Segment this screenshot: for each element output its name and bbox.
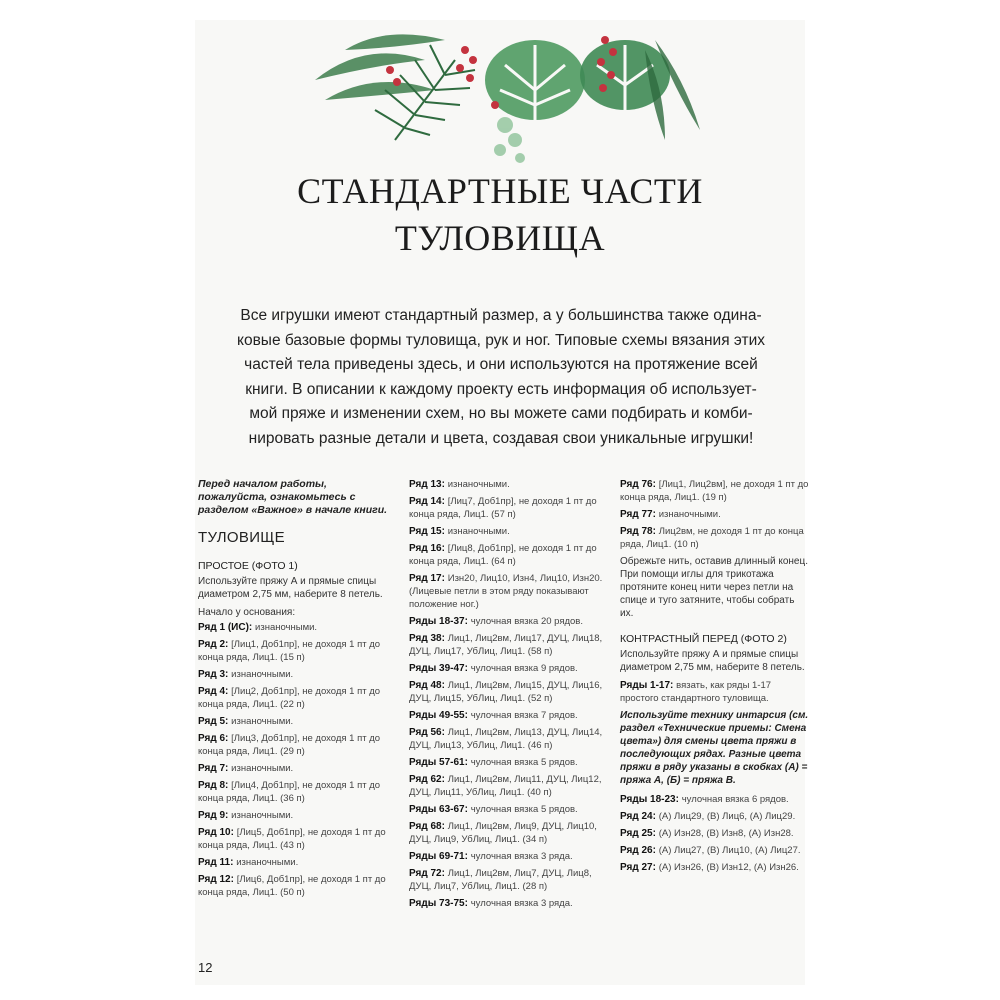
row-text: Изн20, Лиц10, Изн4, Лиц10, Изн20. (Лицевые петли в этом ряду показывают положение ног.) bbox=[409, 573, 603, 610]
row-instruction bbox=[409, 773, 605, 799]
row-instruction bbox=[198, 762, 388, 775]
row-instruction bbox=[198, 856, 388, 869]
row-text: Лиц1, Лиц2вм, Лиц7, ДУЦ, Лиц8, ДУЦ, Лиц7, УбЛиц, Лиц1. (28 п) bbox=[409, 868, 592, 892]
title-line: СТАНДАРТНЫЕ ЧАСТИ bbox=[297, 171, 703, 211]
row-label: Ряды 18-37: bbox=[409, 616, 468, 627]
row-instruction bbox=[409, 662, 605, 675]
row-text: изнаночными. bbox=[231, 716, 294, 727]
row-instruction bbox=[409, 572, 605, 611]
intro-paragraph bbox=[218, 304, 784, 451]
row-text: изнаночными. bbox=[236, 857, 299, 868]
row-label: Ряд 4: bbox=[198, 686, 229, 697]
row-instruction bbox=[409, 525, 605, 538]
botanical-illustration bbox=[305, 20, 705, 170]
row-label: Ряд 56: bbox=[409, 727, 445, 738]
row-instruction bbox=[620, 861, 810, 874]
monstera-leaf-center bbox=[485, 40, 585, 120]
row-text: [Лиц7, Доб1пр], не доходя 1 пт до конца ряда, Лиц1. (57 п) bbox=[409, 496, 597, 520]
row-label: Ряд 24: bbox=[620, 811, 656, 822]
row-label: Ряд 38: bbox=[409, 633, 445, 644]
row-instruction bbox=[620, 793, 810, 806]
row-text: (А) Лиц29, (В) Лиц6, (А) Лиц29. bbox=[658, 811, 796, 822]
row-instruction bbox=[198, 685, 388, 711]
column-3 bbox=[620, 478, 810, 878]
row-instruction bbox=[409, 495, 605, 521]
row-text: чулочная вязка 5 рядов. bbox=[470, 804, 578, 815]
row-text: вязать, как ряды 1-17 простого стандартного туловища. bbox=[620, 680, 772, 704]
row-instruction bbox=[409, 726, 605, 752]
row-label: Ряд 6: bbox=[198, 733, 229, 744]
page-title bbox=[195, 168, 805, 262]
paragraph: Используйте пряжу А и прямые спицы диаметром 2,75 мм, наберите 8 петель. bbox=[620, 649, 805, 673]
row-label: Ряд 11: bbox=[198, 857, 234, 868]
paragraph: Начало у основания: bbox=[198, 607, 296, 618]
row-text: [Лиц5, Доб1пр], не доходя 1 пт до конца ряда, Лиц1. (43 п) bbox=[198, 827, 386, 851]
row-list bbox=[620, 478, 810, 551]
intro-line: частей тела приведены здесь, и они используются на протяжение всей bbox=[244, 356, 758, 373]
eucalyptus-sprig bbox=[494, 117, 525, 163]
row-instruction bbox=[409, 478, 605, 491]
row-text: [Лиц4, Доб1пр], не доходя 1 пт до конца ряда, Лиц1. (36 п) bbox=[198, 780, 381, 804]
row-label: Ряд 25: bbox=[620, 828, 656, 839]
row-instruction bbox=[198, 638, 388, 664]
row-label: Ряды 18-23: bbox=[620, 794, 679, 805]
row-text: (А) Изн28, (В) Изн8, (А) Изн28. bbox=[658, 828, 794, 839]
row-label: Ряд 14: bbox=[409, 496, 445, 507]
row-label: Ряд 5: bbox=[198, 716, 229, 727]
row-label: Ряд 16: bbox=[409, 543, 445, 554]
row-text: [Лиц3, Доб1пр], не доходя 1 пт до конца ряда, Лиц1. (29 п) bbox=[198, 733, 381, 757]
intarsia-note: Используйте технику интарсия (см. раздел «Технические приемы: Смена цвета») для смены цвета пряжи в последующих рядах. Разные цвета пряжи в ряду указаны в скобках (А) = пряжа А, (Б) = пряжа В. bbox=[620, 710, 809, 786]
intro-note: Перед началом работы, пожалуйста, ознакомьтесь с разделом «Важное» в начале книги. bbox=[198, 478, 388, 516]
row-label: Ряд 12: bbox=[198, 874, 234, 885]
row-instruction bbox=[198, 826, 388, 852]
row-text: чулочная вязка 20 рядов. bbox=[470, 616, 583, 627]
row-text: чулочная вязка 5 рядов. bbox=[470, 757, 578, 768]
row-text: чулочная вязка 9 рядов. bbox=[470, 663, 578, 674]
row-instruction bbox=[620, 508, 810, 521]
row-label: Ряд 7: bbox=[198, 763, 229, 774]
section-heading: ТУЛОВИЩЕ bbox=[198, 529, 285, 546]
paragraph: Используйте пряжу А и прямые спицы диаметром 2,75 мм, наберите 8 петель. bbox=[198, 576, 383, 600]
row-instruction bbox=[409, 542, 605, 568]
row-text: (А) Лиц27, (В) Лиц10, (А) Лиц27. bbox=[658, 845, 801, 856]
column-2 bbox=[409, 478, 605, 914]
row-text: [Лиц6, Доб1пр], не доходя 1 пт до конца ряда, Лиц1. (50 п) bbox=[198, 874, 386, 898]
row-label: Ряд 27: bbox=[620, 862, 656, 873]
row-text: [Лиц8, Доб1пр], не доходя 1 пт до конца ряда, Лиц1. (64 п) bbox=[409, 543, 597, 567]
row-label: Ряд 76: bbox=[620, 479, 656, 490]
row-text: изнаночными. bbox=[231, 763, 294, 774]
row-label: Ряды 49-55: bbox=[409, 710, 468, 721]
row-label: Ряды 39-47: bbox=[409, 663, 468, 674]
row-instruction bbox=[620, 810, 810, 823]
row-text: изнаночными. bbox=[447, 526, 510, 537]
row-instruction bbox=[409, 803, 605, 816]
row-instruction bbox=[409, 867, 605, 893]
intro-line: книги. В описании к каждому проекту есть информация об использует- bbox=[245, 380, 757, 398]
row-instruction bbox=[620, 827, 810, 840]
row-text: изнаночными. bbox=[231, 810, 294, 821]
row-instruction bbox=[409, 679, 605, 705]
row-instruction bbox=[409, 850, 605, 863]
row-text: Лиц2вм, не доходя 1 пт до конца ряда, Лиц1. (10 п) bbox=[620, 526, 804, 550]
row-instruction bbox=[620, 478, 810, 504]
intro-line: Все игрушки имеют стандартный размер, а у большинства также одина- bbox=[240, 307, 762, 324]
row-list bbox=[409, 478, 605, 910]
row-text: изнаночными. bbox=[231, 669, 294, 680]
row-label: Ряд 78: bbox=[620, 526, 656, 537]
row-instruction bbox=[409, 615, 605, 628]
row-instruction bbox=[620, 844, 810, 857]
row-instruction bbox=[409, 709, 605, 722]
row-instruction bbox=[198, 809, 388, 822]
row-label: Ряды 63-67: bbox=[409, 804, 468, 815]
row-label: Ряд 9: bbox=[198, 810, 229, 821]
row-instruction bbox=[198, 779, 388, 805]
row-text: Лиц1, Лиц2вм, Лиц17, ДУЦ, Лиц18, ДУЦ, Лиц17, УбЛиц, Лиц1. (58 п) bbox=[409, 633, 603, 657]
row-label: Ряд 13: bbox=[409, 479, 445, 490]
row-label: Ряды 1-17: bbox=[620, 680, 674, 691]
row-instruction bbox=[409, 820, 605, 846]
row-label: Ряд 8: bbox=[198, 780, 229, 791]
row-label: Ряд 68: bbox=[409, 821, 445, 832]
column-1 bbox=[198, 478, 388, 903]
subsection-heading: ПРОСТОЕ (ФОТО 1) bbox=[198, 560, 298, 572]
row-text: изнаночными. bbox=[658, 509, 721, 520]
row-list bbox=[198, 621, 388, 899]
row-text: [Лиц2, Доб1пр], не доходя 1 пт до конца ряда, Лиц1. (22 п) bbox=[198, 686, 381, 710]
row-text: чулочная вязка 7 рядов. bbox=[470, 710, 578, 721]
row-text: Лиц1, Лиц2вм, Лиц15, ДУЦ, Лиц16, ДУЦ, Лиц15, УбЛиц, Лиц1. (52 п) bbox=[409, 680, 603, 704]
row-label: Ряд 77: bbox=[620, 509, 656, 520]
row-instruction bbox=[409, 632, 605, 658]
row-instruction bbox=[198, 668, 388, 681]
row-instruction bbox=[198, 732, 388, 758]
row-label: Ряд 72: bbox=[409, 868, 445, 879]
title-line: ТУЛОВИЩА bbox=[394, 218, 606, 258]
intro-line: мой пряже и изменении схем, но вы можете сами подбирать и комби- bbox=[249, 405, 753, 422]
row-label: Ряд 15: bbox=[409, 526, 445, 537]
row-text: Лиц1, Лиц2вм, Лиц9, ДУЦ, Лиц10, ДУЦ, Лиц9, УбЛиц, Лиц1. (34 п) bbox=[409, 821, 597, 845]
subsection-heading: КОНТРАСТНЫЙ ПЕРЕД (ФОТО 2) bbox=[620, 633, 787, 645]
row-text: [Лиц1, Лиц2вм], не доходя 1 пт до конца ряда, Лиц1. (19 п) bbox=[620, 479, 809, 503]
row-instruction bbox=[409, 897, 605, 910]
intro-line: нировать разные детали и цвета, создавая свои уникальные игрушки! bbox=[248, 429, 754, 447]
row-label: Ряды 69-71: bbox=[409, 851, 468, 862]
row-label: Ряды 73-75: bbox=[409, 898, 468, 909]
paragraph: Обрежьте нить, оставив длинный конец. При помощи иглы для трикотажа протяните конец нити через петли на спице и туго затяните, чтобы собрать их. bbox=[620, 556, 808, 619]
row-text: изнаночными. bbox=[255, 622, 318, 633]
row-text: изнаночными. bbox=[447, 479, 510, 490]
row-label: Ряд 48: bbox=[409, 680, 445, 691]
row-text: Лиц1, Лиц2вм, Лиц13, ДУЦ, Лиц14, ДУЦ, Лиц13, УбЛиц, Лиц1. (46 п) bbox=[409, 727, 603, 751]
row-label: Ряд 3: bbox=[198, 669, 229, 680]
row-text: [Лиц1, Доб1пр], не доходя 1 пт до конца ряда, Лиц1. (15 п) bbox=[198, 639, 381, 663]
row-label: Ряд 10: bbox=[198, 827, 234, 838]
row-label: Ряд 1 (ИС): bbox=[198, 622, 253, 633]
page-number: 12 bbox=[198, 960, 213, 975]
row-instruction bbox=[409, 756, 605, 769]
row-label: Ряды 57-61: bbox=[409, 757, 468, 768]
fern-leaf-left bbox=[315, 34, 445, 100]
row-text: Лиц1, Лиц2вм, Лиц11, ДУЦ, Лиц12, ДУЦ, Лиц11, УбЛиц, Лиц1. (40 п) bbox=[409, 774, 602, 798]
row-label: Ряд 26: bbox=[620, 845, 656, 856]
row-list bbox=[620, 793, 810, 874]
row-text: чулочная вязка 3 ряда. bbox=[470, 898, 573, 909]
row-text: чулочная вязка 3 ряда. bbox=[470, 851, 573, 862]
row-label: Ряд 2: bbox=[198, 639, 229, 650]
row-text: (А) Изн26, (В) Изн12, (А) Изн26. bbox=[658, 862, 799, 873]
row-label: Ряд 17: bbox=[409, 573, 445, 584]
row-instruction bbox=[198, 873, 388, 899]
row-text: чулочная вязка 6 рядов. bbox=[681, 794, 789, 805]
row-instruction bbox=[198, 621, 388, 634]
row-label: Ряд 62: bbox=[409, 774, 445, 785]
row-instruction bbox=[198, 715, 388, 728]
row-instruction bbox=[620, 679, 810, 705]
intro-line: ковые базовые формы туловища, рук и ног. Типовые схемы вязания этих bbox=[237, 331, 765, 349]
row-instruction bbox=[620, 525, 810, 551]
